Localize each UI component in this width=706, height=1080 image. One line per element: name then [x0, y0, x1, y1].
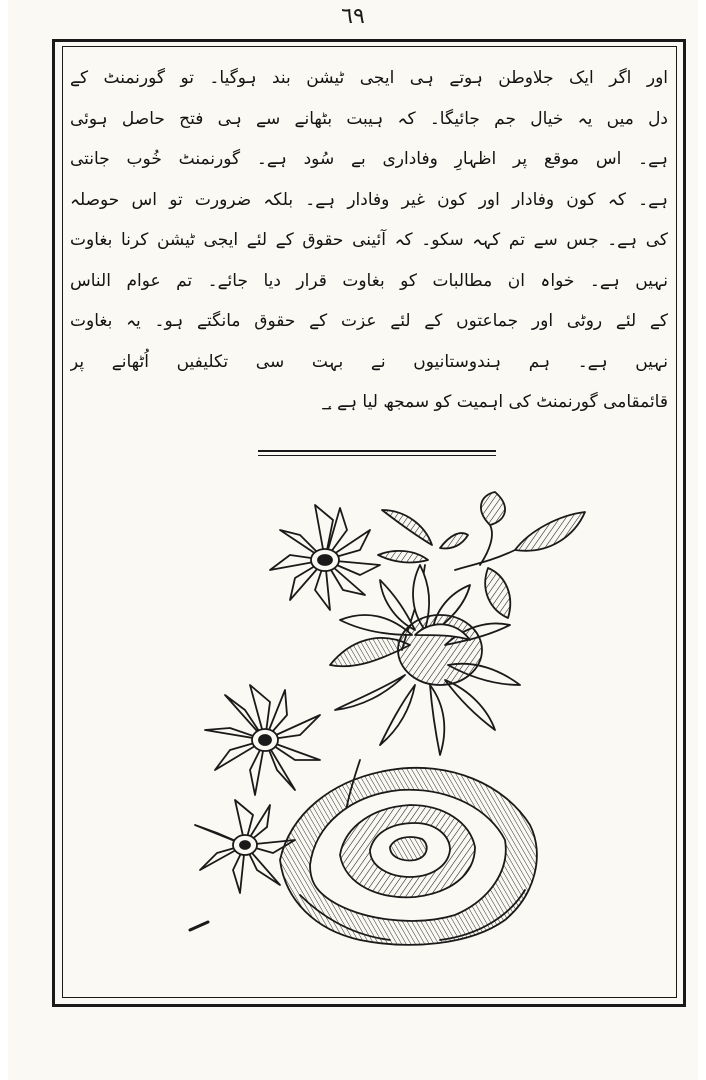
- text-line-9: قائمقامی گورنمنٹ کی اہمیت کو سمجھ لیا ہے ؀: [321, 392, 668, 412]
- text-line-4: ہے۔ کہ کون وفادار اور کون غیر وفادار ہے۔ بلکہ ضرورت تو اس حوصلہ: [70, 189, 668, 210]
- floral-bouquet-engraving-icon: [170, 490, 600, 960]
- text-line-7: کے لئے روٹی اور جماعتوں کے لئے عزت کے حقوق مانگتے ہو۔ یہ بغاوت: [70, 311, 668, 331]
- section-divider: [258, 450, 496, 456]
- text-line-8: نہیں ہے۔ ہم ہندوستانیوں نے بہت سی تکلیفیں اُٹھانے پر: [70, 351, 668, 372]
- text-line-1: اور اگر ایک جلاوطن ہوتے ہی ایجی ٹیشن بند ہوگیا۔ تو گورنمنٹ کے: [70, 68, 668, 88]
- text-line-3: ہے۔ اس موقع پر اظہارِ وفاداری بے سُود ہے۔ گورنمنٹ خُوب جانتی: [70, 149, 668, 169]
- body-text: [70, 58, 668, 423]
- text-line-5: کی ہے۔ جس سے تم کہہ سکو۔ کہ آئینی حقوق کے لئے ایجی ٹیشن کرنا بغاوت: [70, 230, 668, 250]
- page-number: ٦٩: [341, 4, 365, 29]
- text-line-2: دل میں یہ خیال جم جائیگا۔ کہ ہیبت بٹھانے سے ہی فتح حاصل ہوئی: [70, 108, 668, 129]
- text-line-6: نہیں ہے۔ خواہ ان مطالبات کو بغاوت قرار دیا جائے۔ تم عوام الناس: [70, 270, 668, 291]
